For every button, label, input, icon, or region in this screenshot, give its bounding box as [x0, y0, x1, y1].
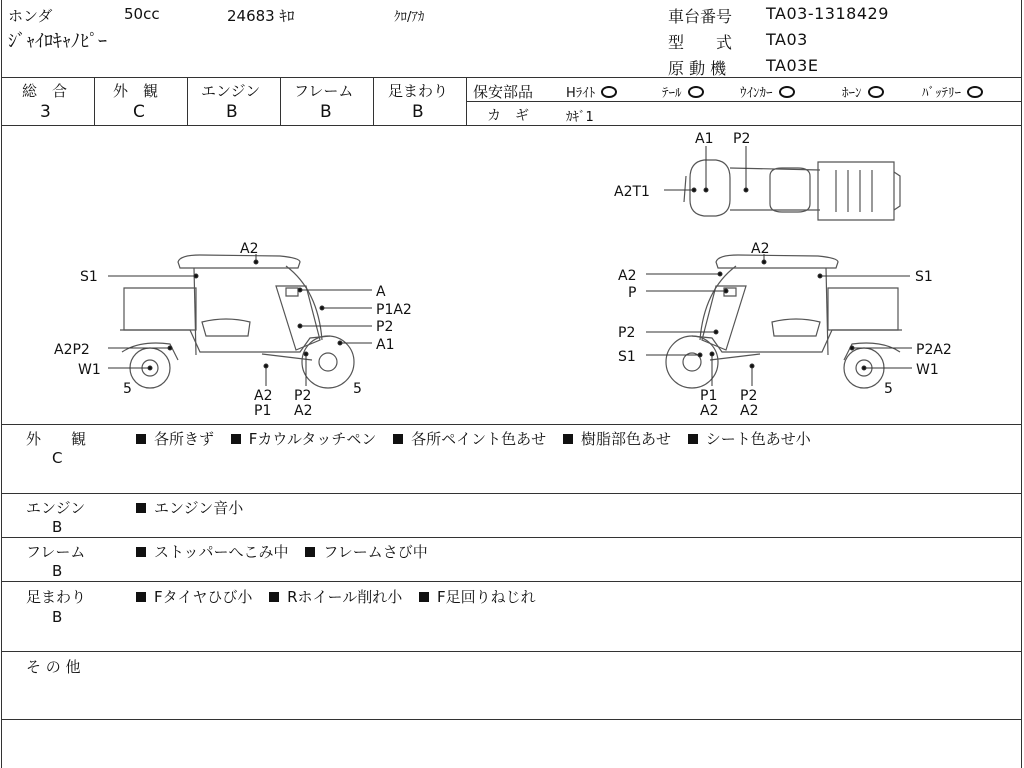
- right-label-a2-bot2: A2: [740, 403, 759, 419]
- displacement: 50cc: [124, 5, 160, 23]
- note-item-text: F足回りねじれ: [437, 588, 536, 606]
- bullet-icon: [305, 547, 315, 557]
- left-label-w1: W1: [78, 362, 101, 378]
- note-item: [136, 428, 214, 449]
- grade-divider-4: [373, 77, 374, 125]
- mileage: 24683 ｷﾛ: [227, 7, 295, 25]
- note-item-text: 各所ペイント色あせ: [411, 430, 547, 448]
- left-label-a1: A1: [376, 337, 395, 353]
- right-label-s1b: S1: [618, 349, 636, 365]
- right-label-p1-bot: P1: [700, 388, 718, 404]
- left-label-a: A: [376, 284, 386, 300]
- note-item-text: 樹脂部色あせ: [580, 430, 671, 448]
- left-label-a2-top: A2: [240, 241, 259, 257]
- bullet-icon: [563, 434, 573, 444]
- grade-exterior-label: 外 観: [113, 82, 159, 100]
- rule-diagram: [1, 424, 1022, 425]
- grade-overall-label: 総 合: [22, 82, 68, 100]
- safety-headlight: [566, 82, 617, 101]
- damage-diagram: [0, 126, 1024, 424]
- safety-winker: [740, 82, 795, 101]
- note-exterior-label: 外 観: [26, 430, 87, 448]
- ok-circle-icon: [779, 86, 795, 98]
- ok-circle-icon: [601, 86, 617, 98]
- bullet-icon: [136, 547, 146, 557]
- type-value: TA03: [766, 30, 808, 49]
- safety-headlight-label: Hﾗｲﾄ: [566, 86, 596, 101]
- bullet-icon: [136, 592, 146, 602]
- ok-circle-icon: [868, 86, 884, 98]
- color: ｸﾛ/ｱｶ: [394, 10, 425, 25]
- left-label-5b: 5: [353, 381, 362, 397]
- rule-notes-4: [1, 651, 1022, 652]
- left-label-p2: P2: [376, 319, 394, 335]
- note-item-text: ストッパーへこみ中: [154, 543, 289, 561]
- chassis-label: 車台番号: [668, 7, 733, 26]
- note-item-text: エンジン音小: [154, 499, 244, 517]
- note-engine-grade: B: [52, 518, 63, 536]
- note-frame-label: フレーム: [26, 543, 86, 561]
- note-engine-items: [136, 497, 255, 518]
- top-label-a2t1: A2T1: [614, 184, 650, 200]
- maker: ホンダ: [8, 7, 53, 25]
- right-label-a2-bot: A2: [700, 403, 719, 419]
- scooter-top-view-icon: [684, 160, 900, 220]
- note-item: [136, 586, 252, 607]
- left-label-s1: S1: [80, 269, 98, 285]
- safety-horn-label: ﾎｰﾝ: [842, 86, 862, 101]
- note-item: [136, 497, 243, 518]
- note-item: [136, 541, 289, 562]
- scooter-left-side-icon: [120, 255, 354, 388]
- grade-divider-5: [466, 77, 467, 125]
- safety-winker-label: ｳｲﾝｶｰ: [740, 86, 773, 101]
- note-suspension-grade: B: [52, 608, 63, 626]
- safety-tail: [662, 82, 704, 101]
- note-item: [688, 428, 811, 449]
- note-item-text: Fタイヤひび小: [154, 588, 253, 606]
- safety-battery: [922, 82, 983, 101]
- bullet-icon: [419, 592, 429, 602]
- top-label-a1: A1: [695, 131, 714, 147]
- bullet-icon: [688, 434, 698, 444]
- note-frame-items: [136, 541, 440, 562]
- key-label: カ ギ: [487, 108, 529, 124]
- note-item-text: Rホイール削れ小: [287, 588, 403, 606]
- rule-notes-3: [1, 581, 1022, 582]
- left-label-a2p2: A2P2: [54, 342, 90, 358]
- rule-header: [1, 77, 1022, 78]
- grade-divider-2: [187, 77, 188, 125]
- right-label-w1: W1: [916, 362, 939, 378]
- bullet-icon: [269, 592, 279, 602]
- grade-engine-value: B: [226, 102, 238, 122]
- note-item: [563, 428, 671, 449]
- ok-circle-icon: [688, 86, 704, 98]
- left-label-p1-bot: P1: [254, 403, 272, 419]
- rule-notes-1: [1, 493, 1022, 494]
- note-item-text: フレームさび中: [323, 543, 428, 561]
- note-item: [419, 586, 536, 607]
- note-item: [305, 541, 427, 562]
- left-label-5a: 5: [123, 381, 132, 397]
- note-item-text: 各所きず: [154, 430, 215, 448]
- grade-divider-1: [94, 77, 95, 125]
- right-label-p2a2: P2A2: [916, 342, 952, 358]
- chassis-value: TA03-1318429: [766, 4, 889, 23]
- grade-engine-label: エンジン: [201, 82, 261, 100]
- note-engine-label: エンジン: [26, 499, 86, 517]
- note-suspension-items: [136, 586, 548, 607]
- key-value: ｶｷﾞ1: [566, 110, 594, 125]
- right-label-p2-bot: P2: [740, 388, 758, 404]
- bullet-icon: [393, 434, 403, 444]
- bullet-icon: [231, 434, 241, 444]
- engine-label: 原 動 機: [668, 59, 727, 78]
- grade-suspension-value: B: [412, 102, 424, 122]
- rule-notes-5: [1, 719, 1022, 720]
- note-item: [269, 586, 402, 607]
- note-item: [393, 428, 546, 449]
- safety-label: 保安部品: [473, 83, 534, 101]
- left-label-a2-bot2: A2: [294, 403, 313, 419]
- safety-battery-label: ﾊﾞｯﾃﾘｰ: [922, 86, 961, 101]
- right-label-p2: P2: [618, 325, 636, 341]
- right-label-5: 5: [884, 381, 893, 397]
- bullet-icon: [136, 503, 146, 513]
- note-exterior-grade: C: [52, 449, 63, 467]
- right-label-a2: A2: [618, 268, 637, 284]
- note-exterior-items: [136, 428, 823, 449]
- safety-horn: [842, 82, 884, 101]
- bullet-icon: [136, 434, 146, 444]
- note-item: [231, 428, 377, 449]
- grade-exterior-value: C: [133, 102, 145, 122]
- model-name: ｼﾞｬｲﾛｷｬﾉﾋﾟｰ: [8, 31, 107, 52]
- left-label-p1a2: P1A2: [376, 302, 412, 318]
- grade-divider-3: [280, 77, 281, 125]
- safety-tail-label: ﾃｰﾙ: [662, 86, 682, 101]
- note-other-label: そ の 他: [26, 658, 81, 676]
- engine-value: TA03E: [766, 56, 819, 75]
- left-label-p2-bot: P2: [294, 388, 312, 404]
- ok-circle-icon: [967, 86, 983, 98]
- grade-frame-label: フレーム: [294, 82, 354, 100]
- note-item-text: シート色あせ小: [705, 430, 811, 448]
- left-label-a2-bot: A2: [254, 388, 273, 404]
- right-label-p: P: [628, 285, 637, 301]
- rule-notes-2: [1, 537, 1022, 538]
- note-frame-grade: B: [52, 562, 63, 580]
- grade-overall-value: 3: [40, 102, 51, 122]
- top-label-p2: P2: [733, 131, 751, 147]
- note-item-text: Fカウルタッチペン: [248, 430, 377, 448]
- right-label-s1: S1: [915, 269, 933, 285]
- grade-suspension-label: 足まわり: [388, 82, 449, 100]
- note-suspension-label: 足まわり: [26, 588, 87, 606]
- type-label: 型 式: [668, 33, 733, 52]
- right-label-a2-top: A2: [751, 241, 770, 257]
- grade-frame-value: B: [320, 102, 332, 122]
- rule-grade-mid: [466, 101, 1022, 102]
